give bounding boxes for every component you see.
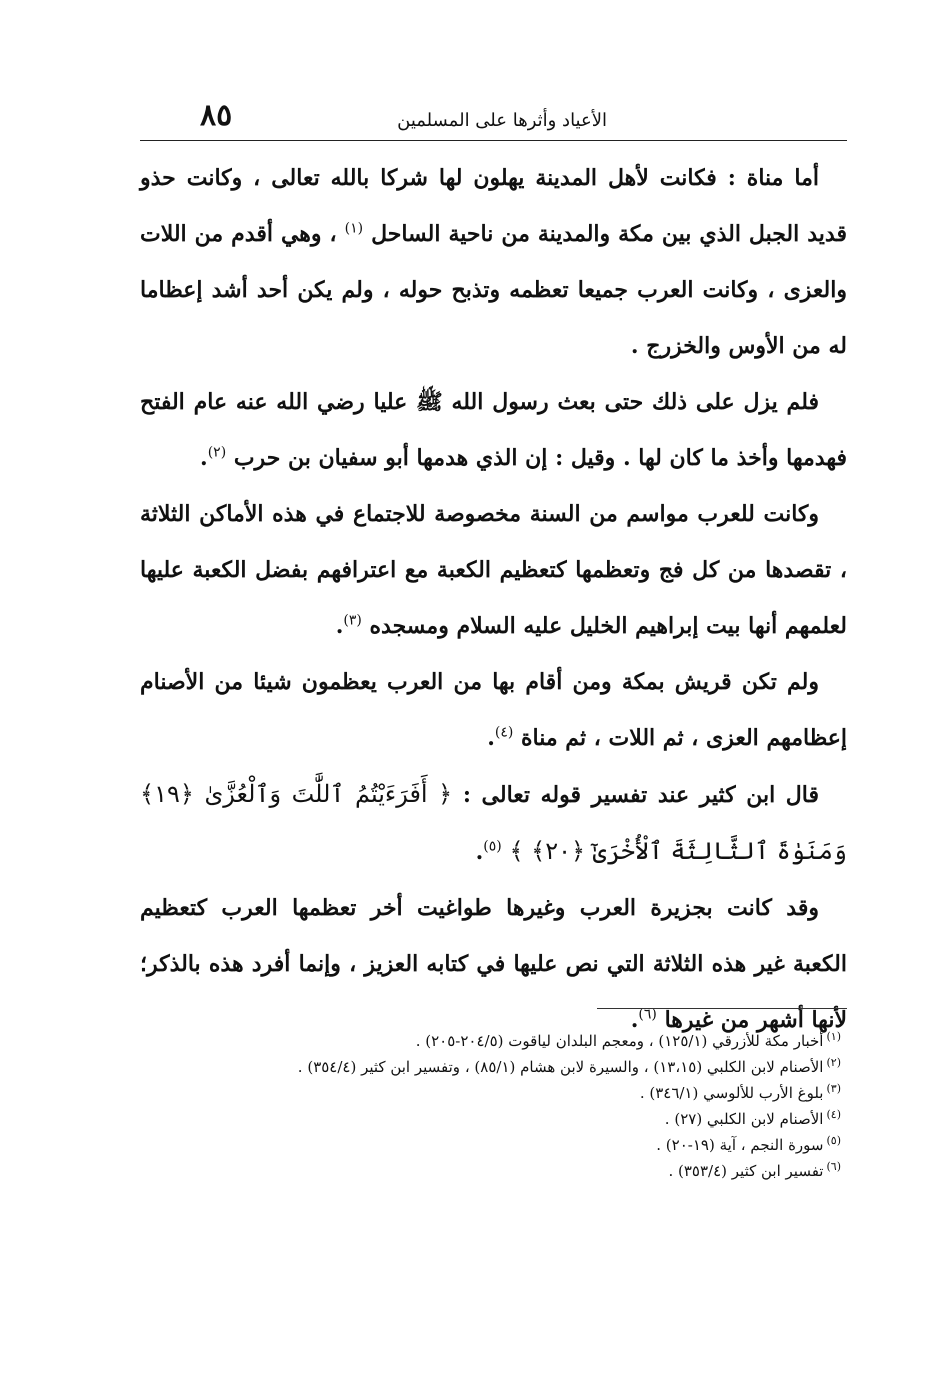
sentence-end: . [200,445,208,471]
footnote-number: (٢) [826,1056,841,1069]
paragraph-text: أما مناة : فكانت لأهل المدينة يهلون لها شركا بالله تعالى ، وكانت حذو قديد الجبل الذي بين مكة والمدينة من ناحية الساحل [140,165,847,247]
footnote-number: (٣) [826,1082,841,1095]
footnote-text: تفسير ابن كثير (٣٥٣/٤) . [668,1162,824,1180]
paragraph-4 [140,654,847,766]
footnote-5 [140,1132,841,1158]
paragraph-text: وقد كانت بجزيرة العرب وغيرها طواغيت أخر تعظمها العرب كتعظيم الكعبة غير هذه الثلاثة التي نص عليها في كتابه العزيز ، وإنما أفرد هذه بالذكر؛ لأنها أشهر من غيرها [140,895,847,1033]
footnote-ref: (٤) [494,724,514,741]
footnotes [140,1028,841,1184]
paragraph-1 [140,150,847,374]
footnote-ref: (٣) [343,612,362,629]
footnote-ref: (٦) [638,1006,657,1023]
page-header [140,96,847,141]
footnote-text: بلوغ الأرب للألوسي (٣٤٦/١) . [639,1084,824,1102]
footnote-2 [140,1054,841,1080]
paragraph-text: وكانت للعرب مواسم من السنة مخصوصة للاجتماع في هذه الأماكن الثلاثة ، تقصدها من كل فج وتعظمها كتعظيم الكعبة مع اعترافهم بفضل الكعبة عليها لعلمهم أنها بيت إبراهيم الخليل عليه السلام ومسجده [140,501,847,639]
footnote-ref: (٢) [207,444,227,461]
paragraph-6 [140,880,847,1048]
footnote-6 [140,1158,841,1184]
sentence-end: . [335,613,344,639]
quran-verse: ﴿ أَفَرَءَيْتُمُ ٱللَّٰتَ وَٱلْعُزَّىٰ ﴿١٩﴾ وَمَنَوٰةَ ٱلثَّالِثَةَ ٱلْأُخْرَىٰٓ ﴿٢٠﴾ ﴾ [140,780,847,865]
running-title: الأعياد وأثرها على المسلمين [397,110,607,131]
paragraph-5 [140,766,847,880]
paragraph-text: ولم تكن قريش بمكة ومن أقام بها من العرب يعظمون شيئا من الأصنام إعظامهم العزى ، ثم اللات ، ثم مناة [140,669,847,751]
paragraph-3 [140,486,847,654]
sentence-end: . [475,839,484,865]
footnote-4 [140,1106,841,1132]
paragraph-text: قال ابن كثير عند تفسير قوله تعالى : [462,782,819,808]
footnote-text: الأصنام لابن الكلبي (١٣،١٥) ، والسيرة لابن هشام (٨٥/١) ، وتفسير ابن كثير (٣٥٤/٤) . [297,1058,824,1076]
footnote-text: سورة النجم ، آية (١٩-٢٠) . [656,1136,824,1154]
main-text [140,150,847,1048]
footnote-3 [140,1080,841,1106]
paragraph-text: فلم يزل على ذلك حتى بعث رسول الله ﷺ عليا رضي الله عنه عام الفتح فهدمها وأخذ ما كان لها . وقيل : إن الذي هدمها أبو سفيان بن حرب [140,389,847,471]
footnote-ref: (١) [344,220,364,237]
paragraph-2 [140,374,847,486]
page-number: ٨٥ [200,98,233,133]
footnote-number: (٥) [826,1134,841,1147]
footnote-1 [140,1028,841,1054]
footnote-number: (٦) [826,1160,841,1173]
sentence-end: . [630,1007,639,1033]
footnote-ref: (٥) [483,838,502,855]
paragraph-text: ، وهي أقدم من اللات والعزى ، وكانت العرب جميعا تعظمه وتذبح حوله ، ولم يكن أحد أشد إعظاما له من الأوس والخزرج . [140,221,847,359]
footnote-number: (٤) [826,1108,841,1121]
footnote-number: (١) [826,1030,841,1043]
footnote-divider [597,1008,847,1009]
footnote-text: الأصنام لابن الكلبي (٢٧) . [664,1110,824,1128]
footnote-text: أخبار مكة للأزرقي (١٢٥/١) ، ومعجم البلدان لياقوت (٢٠٤/٥-٢٠٥) . [415,1032,824,1050]
sentence-end: . [487,725,495,751]
